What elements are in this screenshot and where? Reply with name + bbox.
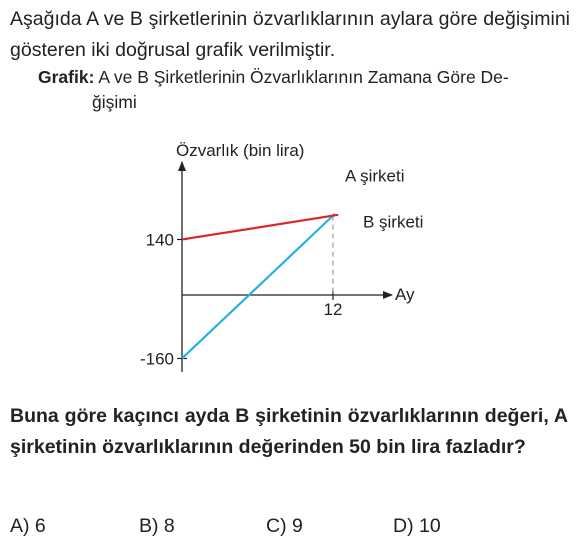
option-c[interactable] <box>266 515 303 538</box>
option-d-letter: D) <box>393 515 414 537</box>
option-d[interactable] <box>393 515 441 538</box>
option-a-value: 6 <box>34 515 46 537</box>
option-d-value: 10 <box>419 515 441 537</box>
y-tick-label-1: -160 <box>139 349 174 369</box>
line-chart <box>0 130 580 395</box>
caption-text-line2: ğişimi <box>92 92 137 112</box>
series-label-1: B şirketi <box>362 212 424 232</box>
answer-options <box>10 515 570 543</box>
option-a-letter: A) <box>10 515 30 537</box>
option-b-letter: B) <box>139 515 159 537</box>
intro-text: Aşağıda A ve B şirketlerinin özvarlıklarının aylara göre değişimini gösteren iki doğrusal grafik verilmiştir. <box>10 8 570 61</box>
question-text: Buna göre kaçıncı ayda B şirketinin özvarlıklarının değeri, A şirketinin özvarlıklarının değerinden 50 bin lira fazladır? <box>10 405 568 458</box>
y-tick-label-0: 140 <box>145 230 174 250</box>
y-axis-label: Özvarlık (bin lira) <box>176 141 305 160</box>
x-tick-label-0: 12 <box>323 300 343 319</box>
option-c-value: 9 <box>292 515 303 537</box>
option-b-value: 8 <box>163 515 175 537</box>
option-a[interactable] <box>10 515 46 538</box>
series-label-0: A şirketi <box>344 166 405 186</box>
caption-text-line1: A ve B Şirketlerinin Özvarlıklarının Zamana Göre De- <box>98 67 509 87</box>
x-axis-label: Ay <box>395 285 415 304</box>
caption-label: Grafik: <box>38 67 95 87</box>
graph-caption <box>38 65 568 115</box>
option-b[interactable] <box>139 515 175 538</box>
series-line-1 <box>182 215 338 240</box>
option-c-letter: C) <box>266 515 287 537</box>
